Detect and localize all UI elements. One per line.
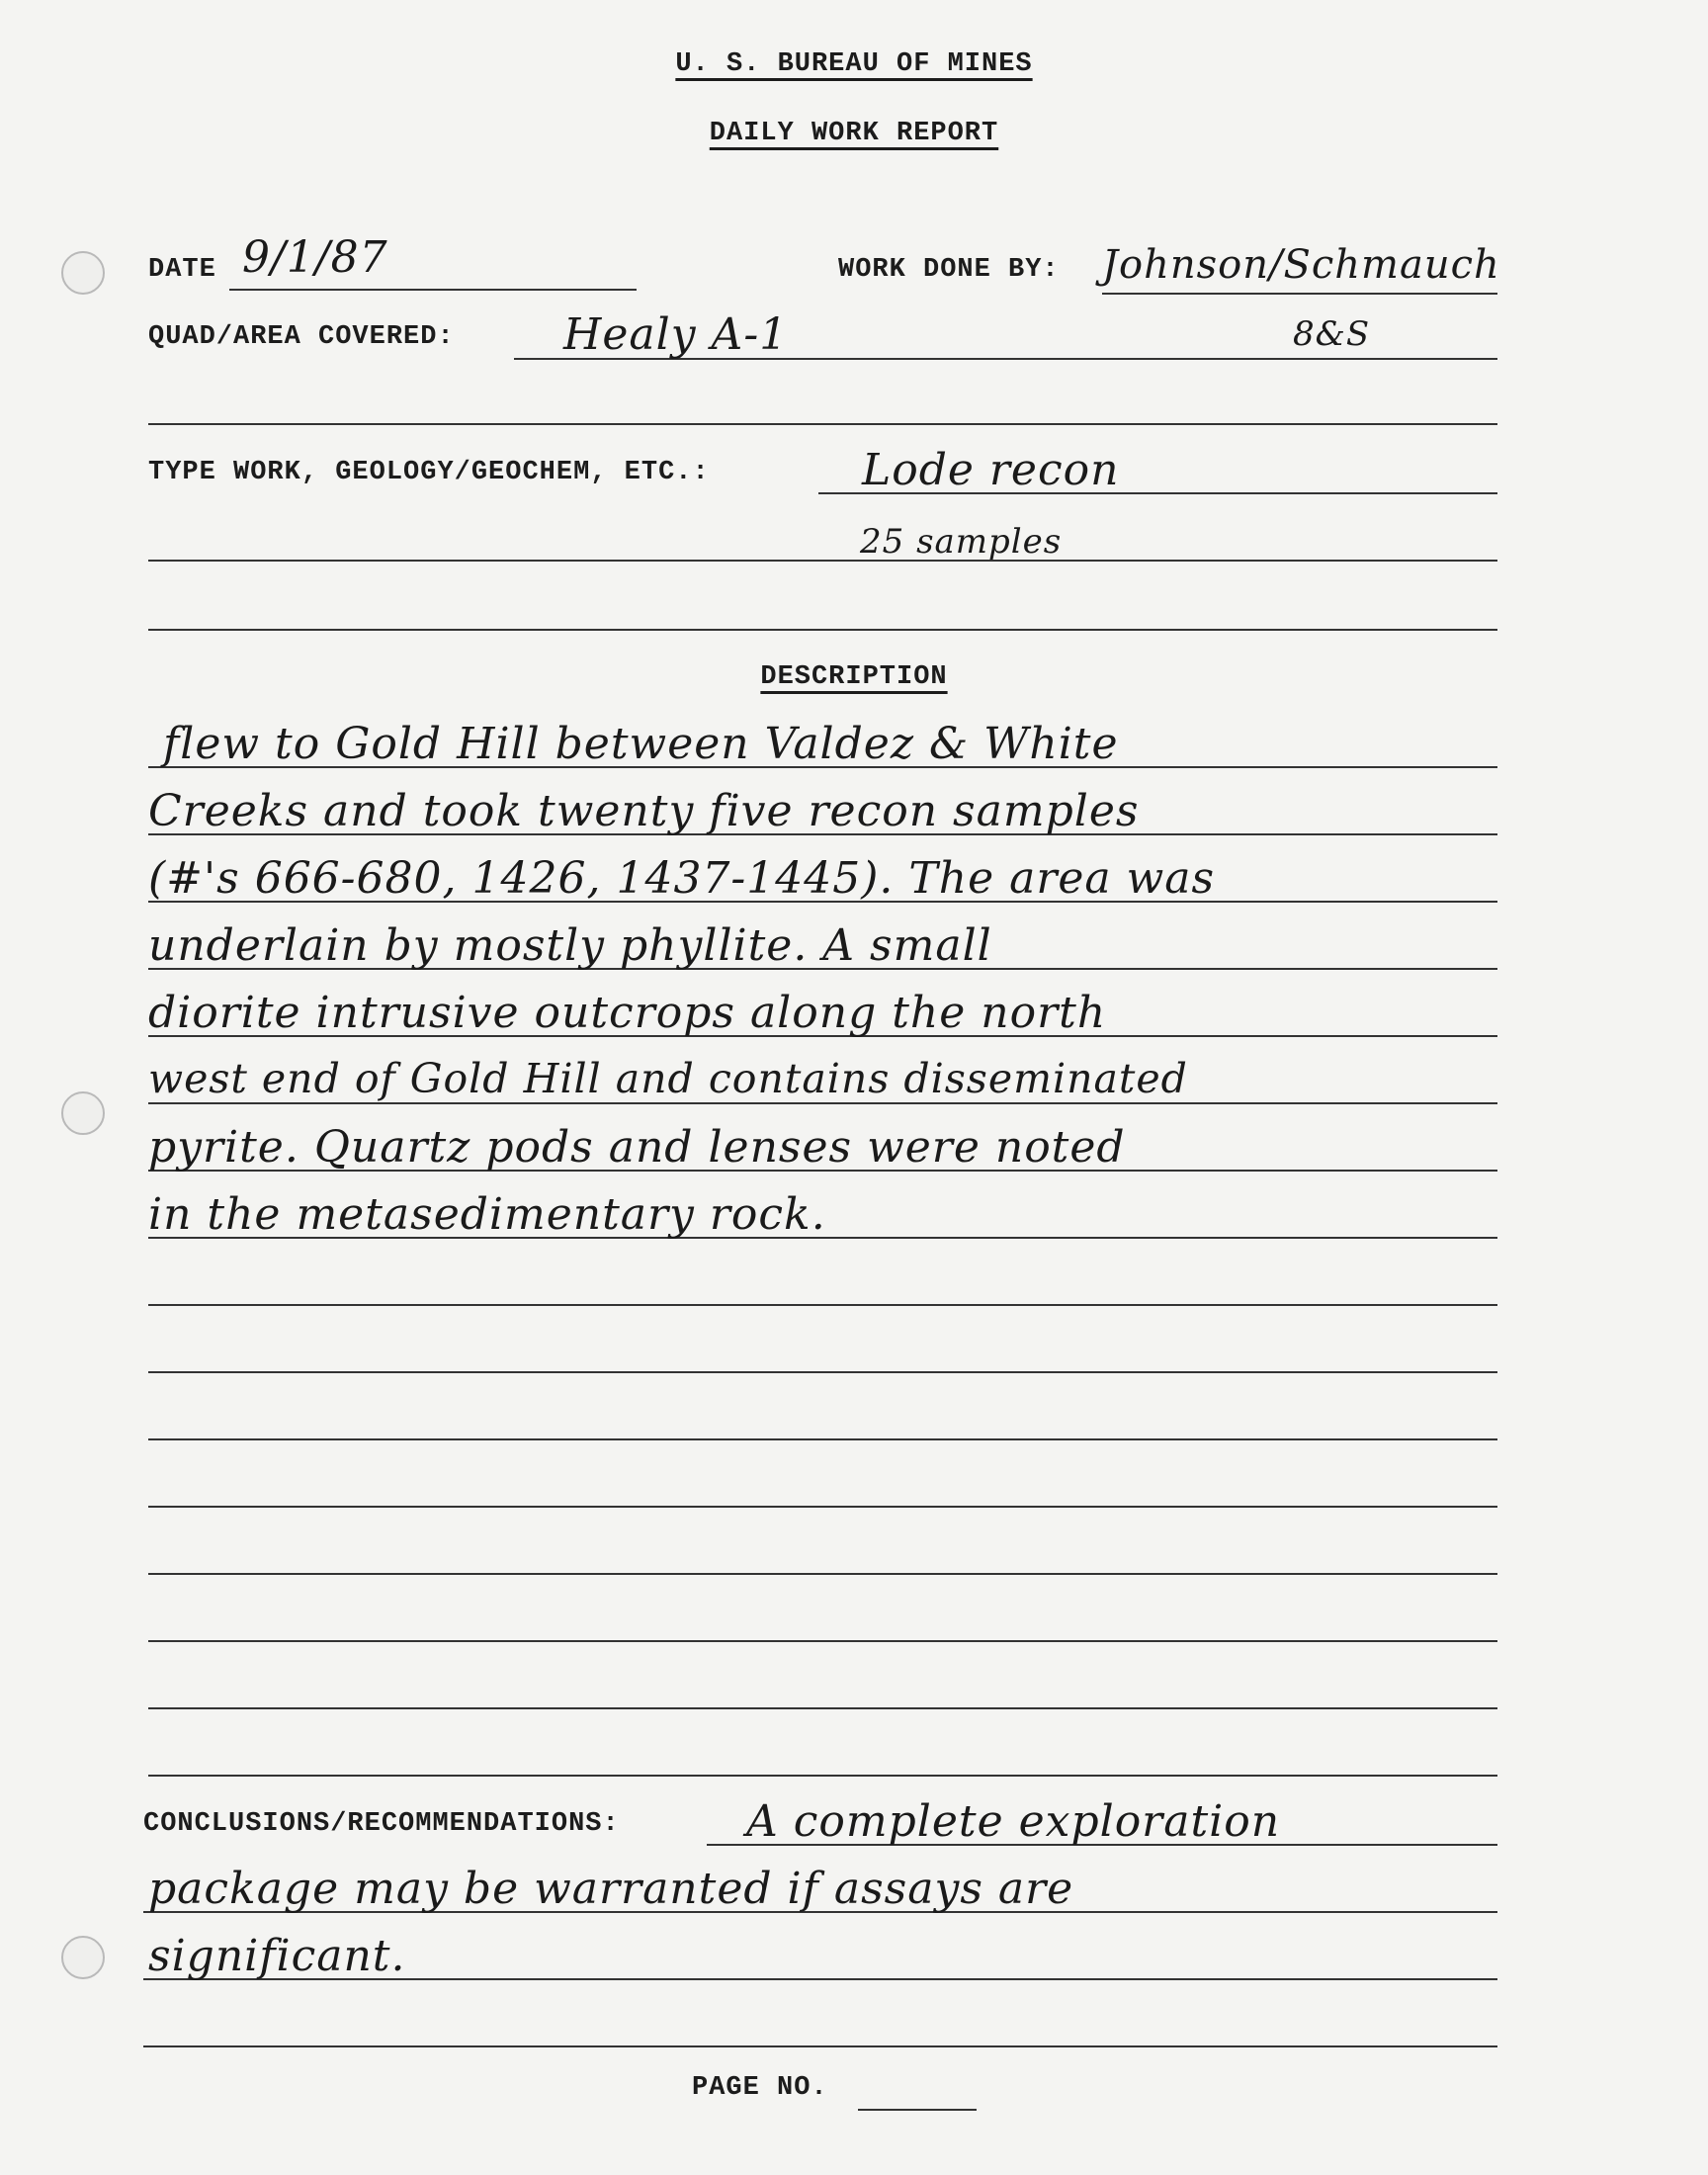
- description-text-line: (#'s 666-680, 1426, 1437-1445). The area was: [148, 853, 1216, 904]
- quad-blank-line: [148, 423, 1497, 425]
- description-line: [148, 1506, 1497, 1508]
- date-label: DATE: [148, 255, 216, 285]
- conclusions-text-line: package may be warranted if assays are: [148, 1864, 1074, 1914]
- page-number-label: PAGE NO.: [692, 2073, 828, 2103]
- work-done-by-underline: [1102, 293, 1497, 295]
- work-done-by-label: WORK DONE BY:: [838, 255, 1060, 285]
- description-text-line: in the metasedimentary rock.: [148, 1189, 826, 1240]
- description-line: [148, 1438, 1497, 1440]
- description-text-line: pyrite. Quartz pods and lenses were noted: [148, 1122, 1126, 1173]
- description-text-line: west end of Gold Hill and contains disseminated: [148, 1055, 1188, 1102]
- quad-value: Healy A-1: [563, 309, 789, 360]
- work-done-by-initials: 8&S: [1293, 314, 1371, 354]
- type-work-line-3: [148, 629, 1497, 631]
- conclusions-text-line: A complete exploration: [746, 1796, 1281, 1847]
- date-value: 9/1/87: [242, 232, 388, 283]
- description-text-line: diorite intrusive outcrops along the north: [148, 988, 1107, 1038]
- conclusions-label: CONCLUSIONS/RECOMMENDATIONS:: [143, 1809, 620, 1839]
- description-text-line: Creeks and took twenty five recon samples: [148, 786, 1140, 836]
- date-underline: [229, 289, 637, 291]
- description-line: [148, 1304, 1497, 1306]
- punch-hole-top: [61, 251, 105, 295]
- description-text-line: underlain by mostly phyllite. A small: [148, 920, 992, 971]
- punch-hole-bottom: [61, 1936, 105, 1979]
- description-line: [148, 1573, 1497, 1575]
- description-line: [148, 1371, 1497, 1373]
- description-text-line: flew to Gold Hill between Valdez & White: [163, 719, 1119, 769]
- agency-title: U. S. BUREAU OF MINES: [675, 49, 1033, 79]
- description-heading: DESCRIPTION: [760, 662, 948, 692]
- work-done-by-value: Johnson/Schmauch: [1102, 242, 1500, 288]
- description-line: [148, 1102, 1497, 1104]
- form-title: DAILY WORK REPORT: [709, 119, 999, 148]
- conclusions-text-line: significant.: [148, 1931, 406, 1981]
- description-line: [148, 1707, 1497, 1709]
- description-line: [148, 1640, 1497, 1642]
- quad-label: QUAD/AREA COVERED:: [148, 322, 455, 352]
- type-work-label: TYPE WORK, GEOLOGY/GEOCHEM, ETC.:: [148, 458, 710, 487]
- type-work-value-2: 25 samples: [860, 522, 1063, 562]
- description-line: [148, 1775, 1497, 1777]
- page-number-underline: [858, 2109, 977, 2111]
- punch-hole-middle: [61, 1091, 105, 1135]
- type-work-value: Lode recon: [862, 445, 1120, 495]
- conclusions-line: [143, 2045, 1497, 2047]
- type-work-line-2: [148, 560, 1497, 562]
